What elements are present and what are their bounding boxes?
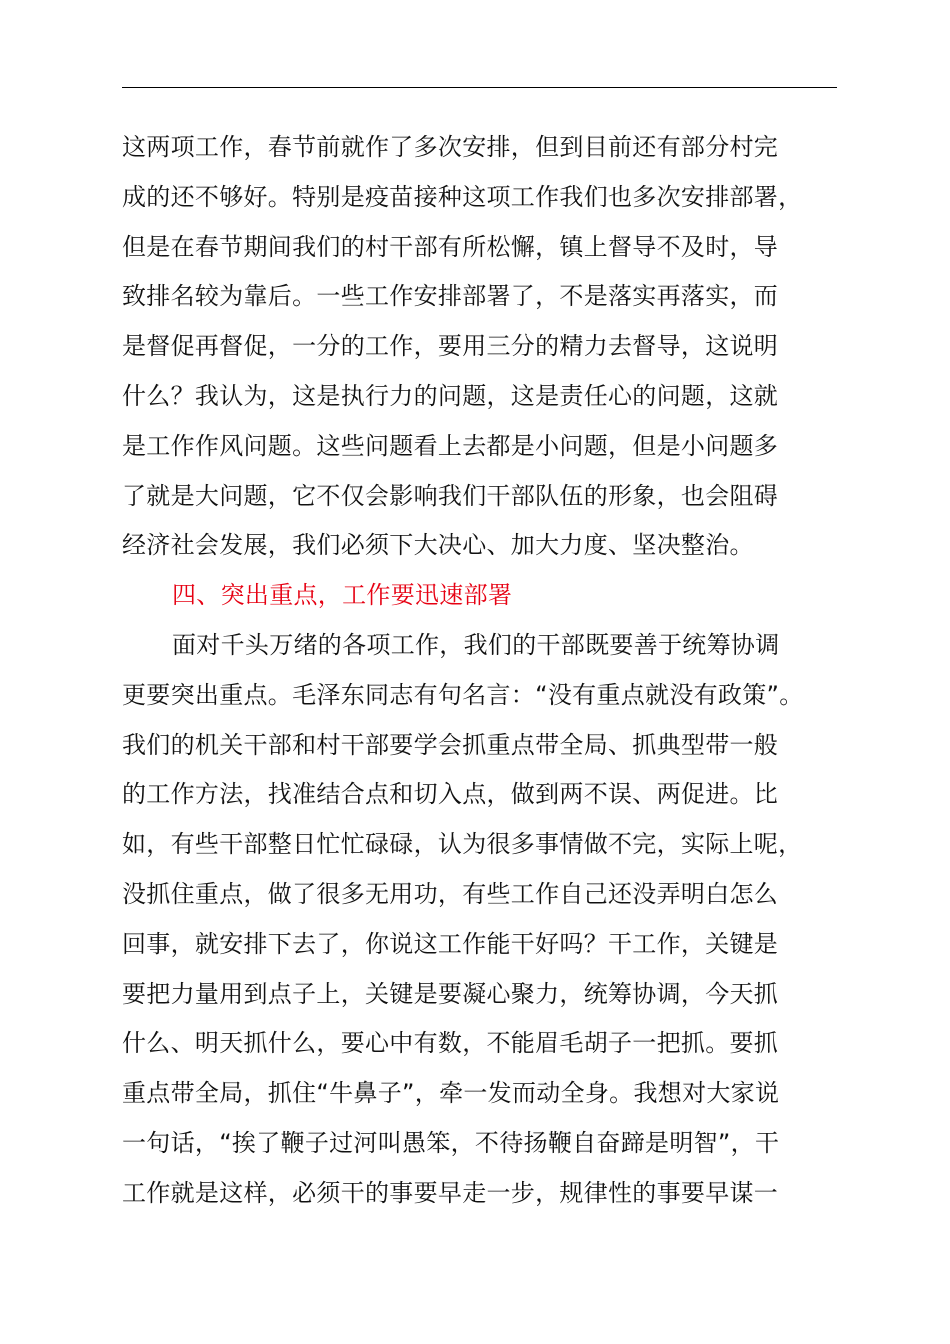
text-line: 工作就是这样，必须干的事要早走一步，规律性的事要早谋一 (122, 1178, 779, 1207)
text-line: 了就是大问题，它不仅会影响我们干部队伍的形象，也会阻碍 (122, 481, 779, 510)
text-line: 面对千头万绪的各项工作，我们的干部既要善于统筹协调 (172, 630, 780, 659)
header-rule (122, 87, 837, 88)
text-line: 回事，就安排下去了，你说这工作能干好吗？干工作，关键是 (122, 929, 779, 958)
text-line: 是工作作风问题。这些问题看上去都是小问题，但是小问题多 (122, 431, 779, 460)
text-line: 如，有些干部整日忙忙碌碌，认为很多事情做不完，实际上呢， (122, 830, 803, 859)
body-text (122, 123, 842, 1219)
text-line: 更要突出重点。毛泽东同志有句名言：“没有重点就没有政策”。 (122, 680, 804, 709)
section-heading: 四、突出重点，工作要迅速部署 (172, 581, 513, 610)
text-line: 我们的机关干部和村干部要学会抓重点带全局、抓典型带一般 (122, 730, 779, 759)
text-line: 一句话，“挨了鞭子过河叫愚笨，不待扬鞭自奋蹄是明智”，干 (122, 1128, 780, 1157)
text-line: 这两项工作，春节前就作了多次安排，但到目前还有部分村完 (122, 133, 779, 161)
text-line: 要把力量用到点子上，关键是要凝心聚力，统筹协调，今天抓 (122, 979, 779, 1008)
text-line: 致排名较为靠后。一些工作安排部署了，不是落实再落实，而 (122, 282, 779, 311)
text-line: 成的还不够好。特别是疫苗接种这项工作我们也多次安排部署， (122, 182, 803, 211)
text-line: 什么、明天抓什么，要心中有数，不能眉毛胡子一把抓。要抓 (122, 1029, 779, 1058)
text-line: 是督促再督促，一分的工作，要用三分的精力去督导，这说明 (122, 332, 779, 361)
text-line: 的工作方法，找准结合点和切入点，做到两不误、两促进。比 (122, 780, 779, 809)
text-line: 重点带全局，抓住“牛鼻子”，牵一发而动全身。我想对大家说 (122, 1079, 780, 1108)
text-line: 经济社会发展，我们必须下大决心、加大力度、坚决整治。 (122, 531, 754, 560)
text-line: 什么？我认为，这是执行力的问题，这是责任心的问题，这就 (122, 381, 779, 410)
text-line: 但是在春节期间我们的村干部有所松懈，镇上督导不及时，导 (122, 232, 779, 261)
text-line: 没抓住重点，做了很多无用功，有些工作自己还没弄明白怎么 (122, 879, 779, 908)
